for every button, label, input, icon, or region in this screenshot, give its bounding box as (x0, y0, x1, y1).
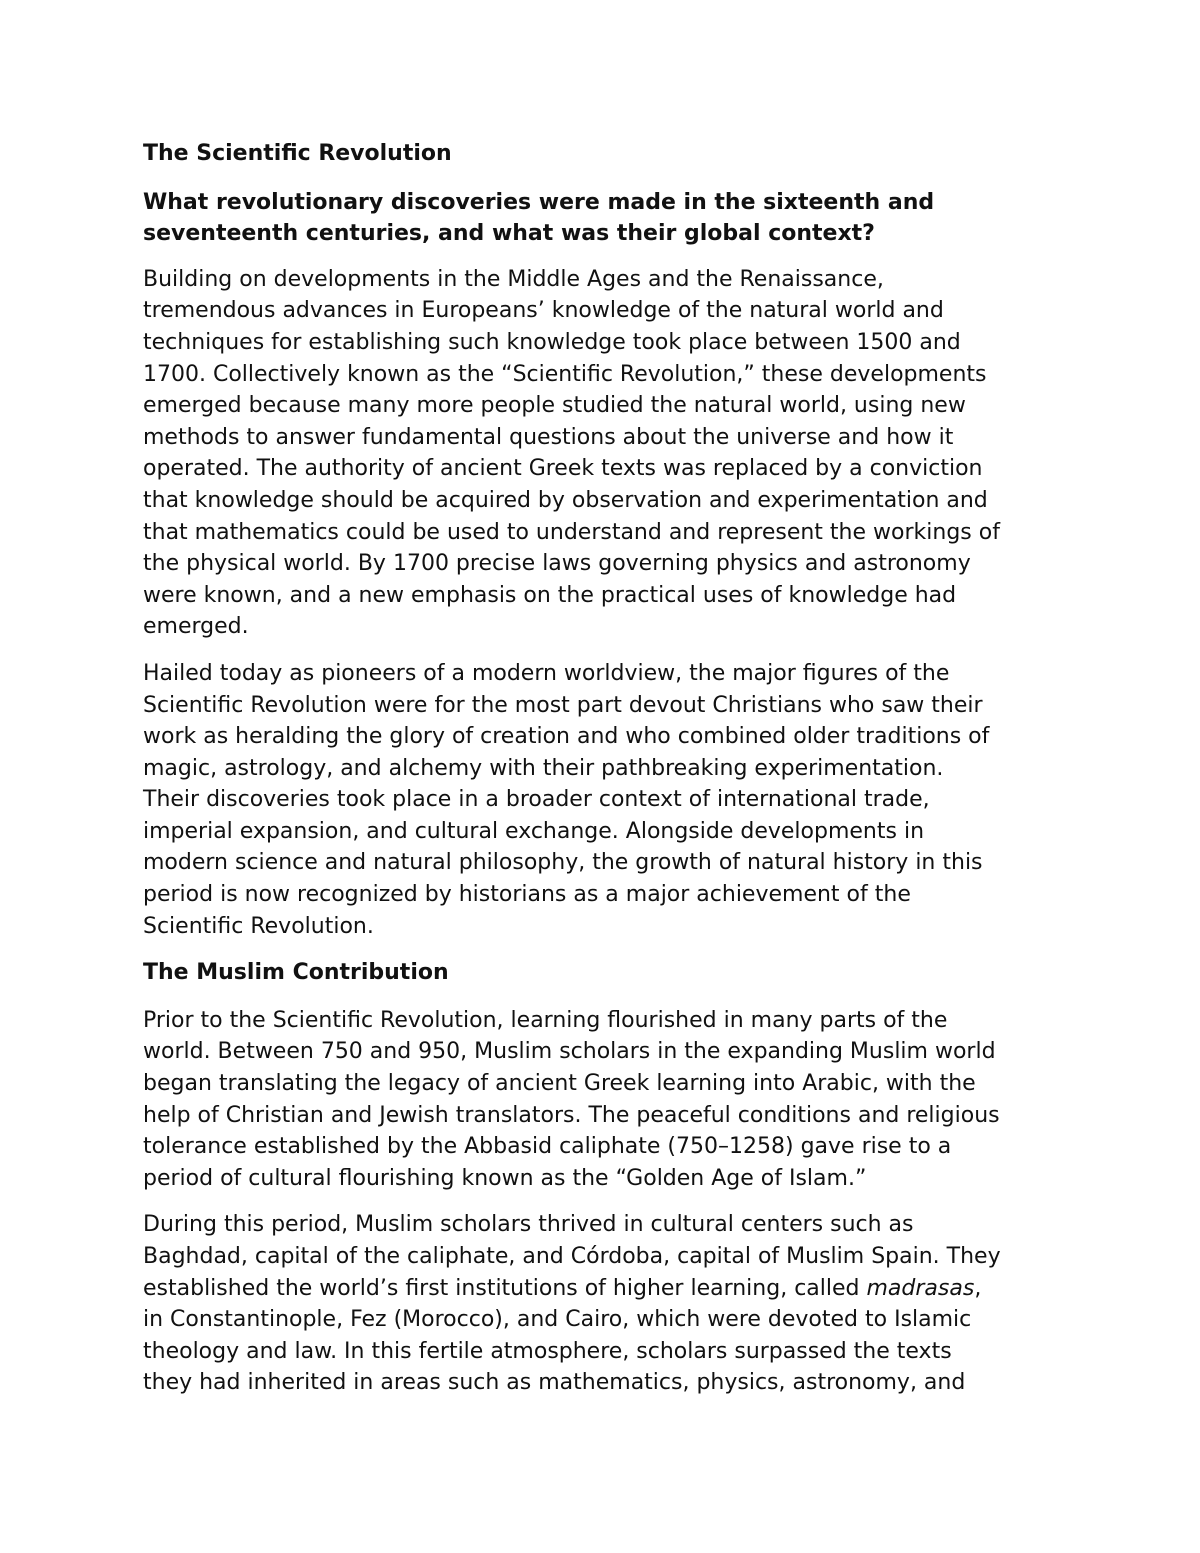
paragraph-intro (143, 264, 1073, 643)
text-line: tremendous advances in Europeans’ knowledge of the natural world and (143, 298, 944, 324)
text-line: period is now recognized by historians as a major achievement of the (143, 882, 911, 908)
document-page (143, 138, 1073, 1414)
text-line: emerged. (143, 614, 249, 640)
text-line: they had inherited in areas such as mathematics, physics, astronomy, and (143, 1370, 966, 1396)
section-heading: The Muslim Contribution (143, 960, 449, 986)
text-line: techniques for establishing such knowledge took place between 1500 and (143, 329, 961, 355)
paragraph-madrasas (143, 1209, 1073, 1399)
paragraph-muslim-learning (143, 1005, 1073, 1195)
paragraph-pioneers (143, 658, 1073, 942)
text-line: that knowledge should be acquired by observation and experimentation and (143, 487, 988, 513)
text-run: , (974, 1275, 982, 1301)
text-line: tolerance established by the Abbasid caliphate (750–1258) gave rise to a (143, 1134, 952, 1160)
text-line: the physical world. By 1700 precise laws governing physics and astronomy (143, 551, 971, 577)
text-line: began translating the legacy of ancient Greek learning into Arabic, with the (143, 1071, 976, 1097)
text-line: were known, and a new emphasis on the practical uses of knowledge had (143, 582, 957, 608)
text-line: methods to answer fundamental questions about the universe and how it (143, 424, 954, 450)
italic-term: madrasas (866, 1275, 975, 1301)
text-line: During this period, Muslim scholars thrived in cultural centers such as (143, 1212, 914, 1238)
text-line: help of Christian and Jewish translators. The peaceful conditions and religious (143, 1102, 1000, 1128)
text-line: Scientific Revolution were for the most part devout Christians who saw their (143, 692, 983, 718)
text-line: world. Between 750 and 950, Muslim scholars in the expanding Muslim world (143, 1039, 996, 1065)
text-line: Scientific Revolution. (143, 913, 374, 939)
text-line: Prior to the Scientific Revolution, learning flourished in many parts of the (143, 1007, 948, 1033)
question-line: What revolutionary discoveries were made in the sixteenth and (143, 189, 935, 215)
text-line: 1700. Collectively known as the “Scientific Revolution,” these developments (143, 361, 987, 387)
text-line: Building on developments in the Middle Ages and the Renaissance, (143, 266, 884, 292)
text-line: period of cultural flourishing known as the “Golden Age of Islam.” (143, 1165, 867, 1191)
text-line: imperial expansion, and cultural exchange. Alongside developments in (143, 818, 925, 844)
text-line: modern science and natural philosophy, the growth of natural history in this (143, 850, 983, 876)
text-line: magic, astrology, and alchemy with their pathbreaking experimentation. (143, 755, 944, 781)
text-line: Baghdad, capital of the caliphate, and Córdoba, capital of Muslim Spain. They (143, 1244, 1001, 1269)
document-title: The Scientific Revolution (143, 141, 452, 166)
text-line (143, 1273, 1073, 1305)
text-line: emerged because many more people studied the natural world, using new (143, 393, 966, 419)
text-line: in Constantinople, Fez (Morocco), and Cairo, which were devoted to Islamic (143, 1307, 972, 1333)
text-line: that mathematics could be used to understand and represent the workings of (143, 519, 1000, 545)
text-line: Their discoveries took place in a broader context of international trade, (143, 787, 930, 813)
section-question (143, 187, 1073, 250)
question-line: seventeenth centuries, and what was their global context? (143, 221, 875, 247)
text-line: theology and law. In this fertile atmosphere, scholars surpassed the texts (143, 1338, 952, 1364)
text-run: established the world’s first institutions of higher learning, called (143, 1275, 867, 1301)
text-line: work as heralding the glory of creation and who combined older traditions of (143, 724, 990, 750)
text-line: Hailed today as pioneers of a modern worldview, the major figures of the (143, 660, 950, 686)
text-line: operated. The authority of ancient Greek texts was replaced by a conviction (143, 456, 983, 482)
